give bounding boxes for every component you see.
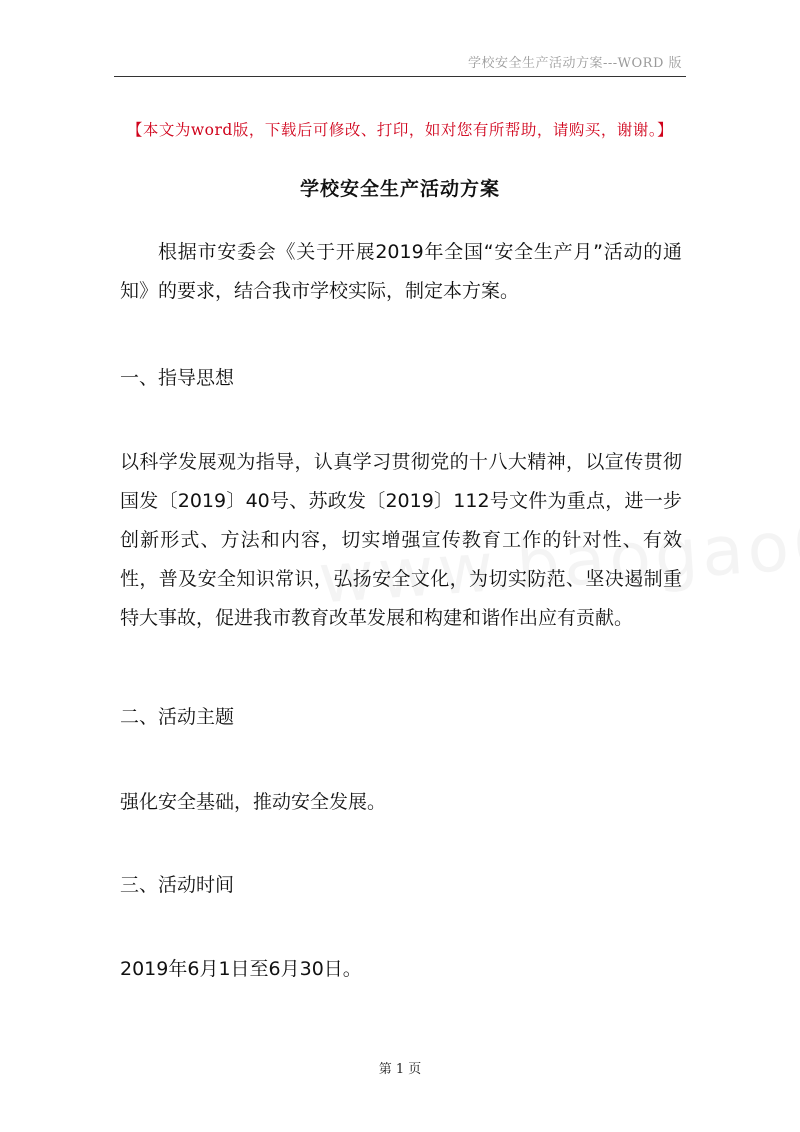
page-number: 第 1 页 (378, 1062, 422, 1077)
purchase-notice: 【本文为word版，下载后可修改、打印，如对您有所帮助，请购买，谢谢。】 (126, 121, 674, 139)
section-body-guiding-thought: 以科学发展观为指导，认真学习贯彻党的十八大精神，以宣传贯彻国发〔2019〕40号、苏政发〔2019〕112号文件为重点，进一步创新形式、方法和内容，切实增强宣传教育工作的针对性、有效性，普及安全知识常识，弘扬安全文化，为切实防范、坚决遏制重特大事故，促进我市教育改革发展和构建和谐作出应有贡献。 (120, 451, 682, 629)
header-title: 学校安全生产活动方案---WORD 版 (467, 56, 682, 71)
header-divider (114, 76, 686, 77)
section-heading-guiding-thought: 一、指导思想 (120, 367, 235, 389)
document-title: 学校安全生产活动方案 (299, 178, 500, 200)
section-heading-theme: 二、活动主题 (120, 706, 235, 728)
section-body-theme: 强化安全基础，推动安全发展。 (120, 791, 387, 813)
intro-paragraph: 根据市安委会《关于开展2019年全国“安全生产月”活动的通知》的要求，结合我市学校实际，制定本方案。 (120, 241, 682, 302)
section-body-time: 2019年6月1日至6月30日。 (120, 958, 362, 980)
section-heading-time: 三、活动时间 (120, 874, 235, 896)
